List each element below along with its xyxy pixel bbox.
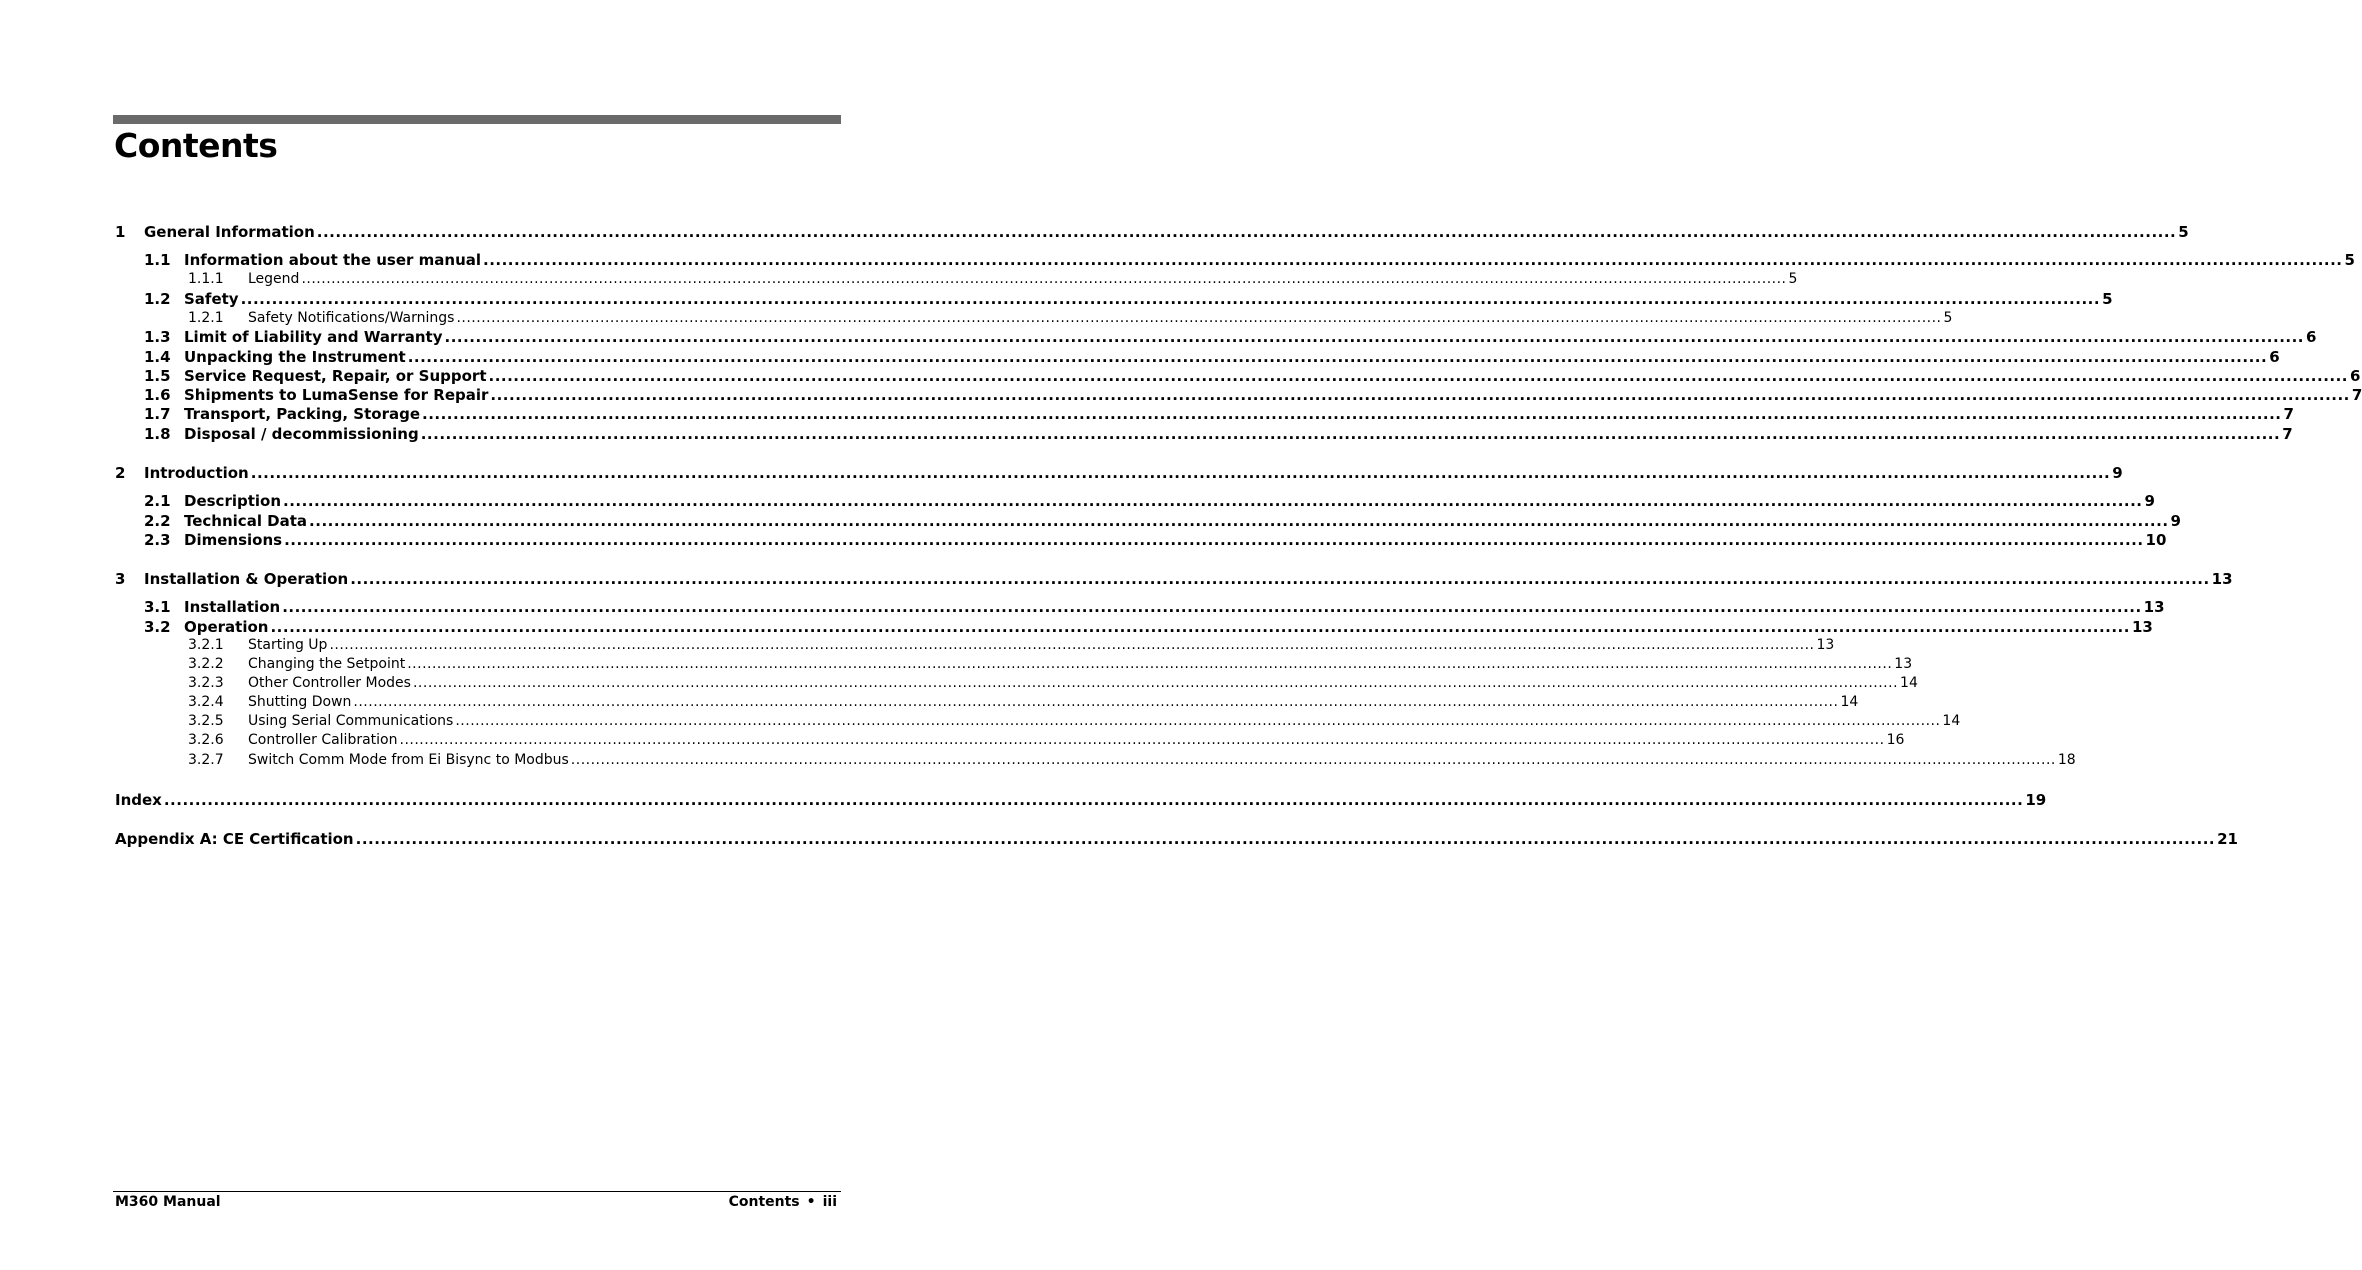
toc-entry-3-2-3[interactable]: [188, 675, 1918, 694]
toc-entry-1-6[interactable]: [144, 386, 2362, 405]
toc-number: 1: [115, 223, 126, 241]
toc-leader: ............................................................................................................................................................................................................................................................................................................: [407, 348, 2268, 366]
toc-entry-1-4[interactable]: [144, 348, 2280, 367]
toc-entry-1-1[interactable]: [144, 251, 2355, 270]
toc-number: 3.1: [144, 598, 171, 616]
bullet-icon: •: [806, 1194, 816, 1210]
toc-number: 1.3: [144, 328, 171, 346]
toc-number: 2.2: [144, 512, 171, 530]
toc-leader: ............................................................................................................................................................................................................................................................................................................: [570, 752, 2056, 768]
footer-page-label: [729, 1194, 837, 1210]
toc-entry-3-1[interactable]: [144, 598, 2165, 617]
toc-leader: ............................................................................................................................................................................................................................................................................................................: [444, 328, 2304, 346]
toc-leader: ............................................................................................................................................................................................................................................................................................................: [282, 598, 2142, 616]
toc-title: Shutting Down: [248, 694, 352, 710]
page-title: Contents: [114, 126, 278, 165]
toc-title: Installation & Operation: [144, 570, 349, 588]
toc-page: 9: [2144, 492, 2155, 510]
toc-number: 3.2.6: [188, 732, 224, 748]
toc-page: 7: [2282, 425, 2293, 443]
toc-page: 13: [1894, 656, 1913, 672]
toc-title: Description: [184, 492, 282, 510]
toc-page: 7: [2351, 386, 2362, 404]
toc-page: 6: [2350, 367, 2361, 385]
toc-number: 2.3: [144, 531, 171, 549]
toc-page: 21: [2217, 830, 2238, 848]
toc-leader: ............................................................................................................................................................................................................................................................................................................: [483, 251, 2343, 269]
toc-page: 13: [2211, 570, 2233, 588]
toc-entry-2-2[interactable]: [144, 512, 2181, 531]
toc-entry-3-2-4[interactable]: [188, 694, 1859, 713]
toc-number: 1.1.1: [188, 271, 224, 287]
toc-leader: ............................................................................................................................................................................................................................................................................................................: [301, 271, 1787, 287]
toc-page: 14: [1840, 694, 1859, 710]
toc-title: Using Serial Communications: [248, 713, 454, 729]
footer-manual-title: M360 Manual: [115, 1194, 221, 1210]
toc-entry-1[interactable]: [115, 223, 2189, 242]
toc-entry-1-2[interactable]: [144, 290, 2113, 309]
toc-title: Installation: [184, 598, 281, 616]
toc-entry-appendix-a[interactable]: [115, 830, 2238, 849]
toc-number: 3.2.1: [188, 637, 224, 653]
toc-page: 18: [2057, 752, 2076, 768]
toc-entry-1-8[interactable]: [144, 425, 2293, 444]
toc-page: 14: [1900, 675, 1918, 691]
toc-entry-3-2-7[interactable]: [188, 752, 2076, 771]
toc-entry-2-1[interactable]: [144, 492, 2155, 511]
toc-page: 14: [1942, 713, 1961, 729]
toc-leader: ............................................................................................................................................................................................................................................................................................................: [240, 290, 2101, 308]
toc-leader: ............................................................................................................................................................................................................................................................................................................: [329, 637, 1815, 653]
toc-title: Appendix A: CE Certification: [115, 830, 354, 848]
toc-entry-1-5[interactable]: [144, 367, 2361, 386]
toc-title: Switch Comm Mode from Ei Bisync to Modbus: [248, 752, 569, 768]
toc-number: 3.2.3: [188, 675, 224, 691]
toc-number: 1.2: [144, 290, 171, 308]
toc-title: Technical Data: [184, 512, 308, 530]
footer-page-number: iii: [822, 1194, 837, 1210]
toc-title: Dimensions: [184, 531, 283, 549]
toc-entry-3-2-2[interactable]: [188, 656, 1913, 675]
toc-number: 3.2.7: [188, 752, 224, 768]
toc-entry-3-2[interactable]: [144, 618, 2153, 637]
toc-page: 9: [2112, 464, 2123, 482]
footer-rule: [113, 1191, 841, 1192]
toc-leader: ............................................................................................................................................................................................................................................................................................................: [412, 675, 1899, 691]
toc-entry-3-2-5[interactable]: [188, 713, 1961, 732]
toc-number: 1.8: [144, 425, 171, 443]
toc-title: Changing the Setpoint: [248, 656, 406, 672]
toc-title: Service Request, Repair, or Support: [184, 367, 487, 385]
toc-page: 5: [2102, 290, 2113, 308]
toc-page: 5: [2344, 251, 2355, 269]
toc-number: 3.2.2: [188, 656, 224, 672]
toc-entry-3[interactable]: [115, 570, 2233, 589]
toc-leader: ............................................................................................................................................................................................................................................................................................................: [488, 367, 2348, 385]
toc-title: Limit of Liability and Warranty: [184, 328, 443, 346]
toc-leader: ............................................................................................................................................................................................................................................................................................................: [283, 492, 2143, 510]
toc-entry-2[interactable]: [115, 464, 2123, 483]
toc-title: Safety Notifications/Warnings: [248, 310, 455, 326]
toc-title: Operation: [184, 618, 269, 636]
toc-leader: ............................................................................................................................................................................................................................................................................................................: [407, 656, 1893, 672]
toc-page: 5: [1788, 271, 1798, 287]
toc-title: Disposal / decommissioning: [184, 425, 419, 443]
toc-leader: ............................................................................................................................................................................................................................................................................................................: [309, 512, 2169, 530]
toc-title: Legend: [248, 271, 300, 287]
toc-page: 5: [1943, 310, 1953, 326]
toc-title: Shipments to LumaSense for Repair: [184, 386, 489, 404]
toc-leader: ............................................................................................................................................................................................................................................................................................................: [270, 618, 2130, 636]
toc-number: 1.1: [144, 251, 171, 269]
toc-leader: ............................................................................................................................................................................................................................................................................................................: [316, 223, 2177, 241]
toc-number: 1.6: [144, 386, 171, 404]
toc-page: 5: [2178, 223, 2189, 241]
toc-title: Transport, Packing, Storage: [184, 405, 421, 423]
toc-title: Safety: [184, 290, 239, 308]
toc-title: Unpacking the Instrument: [184, 348, 406, 366]
toc-title: Other Controller Modes: [248, 675, 411, 691]
toc-leader: ............................................................................................................................................................................................................................................................................................................: [399, 732, 1885, 748]
toc-entry-3-2-6[interactable]: [188, 732, 1905, 751]
toc-number: 3.2.4: [188, 694, 224, 710]
toc-title: General Information: [144, 223, 315, 241]
toc-page: 6: [2269, 348, 2280, 366]
toc-leader: ............................................................................................................................................................................................................................................................................................................: [284, 531, 2144, 549]
toc-entry-1-7[interactable]: [144, 405, 2294, 424]
toc-title: Controller Calibration: [248, 732, 398, 748]
toc-title: Index: [115, 791, 162, 809]
toc-entry-index[interactable]: [115, 791, 2047, 810]
toc-title: Information about the user manual: [184, 251, 482, 269]
toc-page: 16: [1886, 732, 1905, 748]
toc-number: 3: [115, 570, 126, 588]
toc-page: 6: [2306, 328, 2317, 346]
toc-leader: ............................................................................................................................................................................................................................................................................................................: [422, 405, 2282, 423]
toc-page: 10: [2145, 531, 2167, 549]
toc-leader: ............................................................................................................................................................................................................................................................................................................: [455, 713, 1941, 729]
toc-page: 19: [2025, 791, 2047, 809]
toc-leader: ............................................................................................................................................................................................................................................................................................................: [163, 791, 2024, 809]
toc-entry-3-2-1[interactable]: [188, 637, 1835, 656]
toc-leader: ............................................................................................................................................................................................................................................................................................................: [490, 386, 2350, 404]
toc-page: 13: [2143, 598, 2165, 616]
toc-number: 2: [115, 464, 126, 482]
toc-leader: ............................................................................................................................................................................................................................................................................................................: [355, 830, 2216, 848]
toc-leader: ............................................................................................................................................................................................................................................................................................................: [420, 425, 2281, 443]
toc-leader: ............................................................................................................................................................................................................................................................................................................: [250, 464, 2111, 482]
toc-entry-1-2-1[interactable]: [188, 310, 1953, 329]
toc-leader: ............................................................................................................................................................................................................................................................................................................: [353, 694, 1839, 710]
toc-leader: ............................................................................................................................................................................................................................................................................................................: [350, 570, 2210, 588]
toc-page: 9: [2170, 512, 2181, 530]
toc-title: Starting Up: [248, 637, 328, 653]
toc-number: 1.2.1: [188, 310, 224, 326]
toc-entry-1-3[interactable]: [144, 328, 2317, 347]
toc-page: 13: [1816, 637, 1835, 653]
toc-page: 7: [2283, 405, 2294, 423]
toc-entry-2-3[interactable]: [144, 531, 2167, 550]
toc-number: 1.4: [144, 348, 171, 366]
toc-number: 1.7: [144, 405, 171, 423]
toc-title: Introduction: [144, 464, 249, 482]
toc-leader: ............................................................................................................................................................................................................................................................................................................: [456, 310, 1942, 326]
toc-number: 3.2.5: [188, 713, 224, 729]
footer-section: Contents: [728, 1194, 800, 1210]
toc-number: 2.1: [144, 492, 171, 510]
toc-page: 13: [2131, 618, 2153, 636]
toc-entry-1-1-1[interactable]: [188, 271, 1798, 290]
toc-number: 3.2: [144, 618, 171, 636]
toc-number: 1.5: [144, 367, 171, 385]
